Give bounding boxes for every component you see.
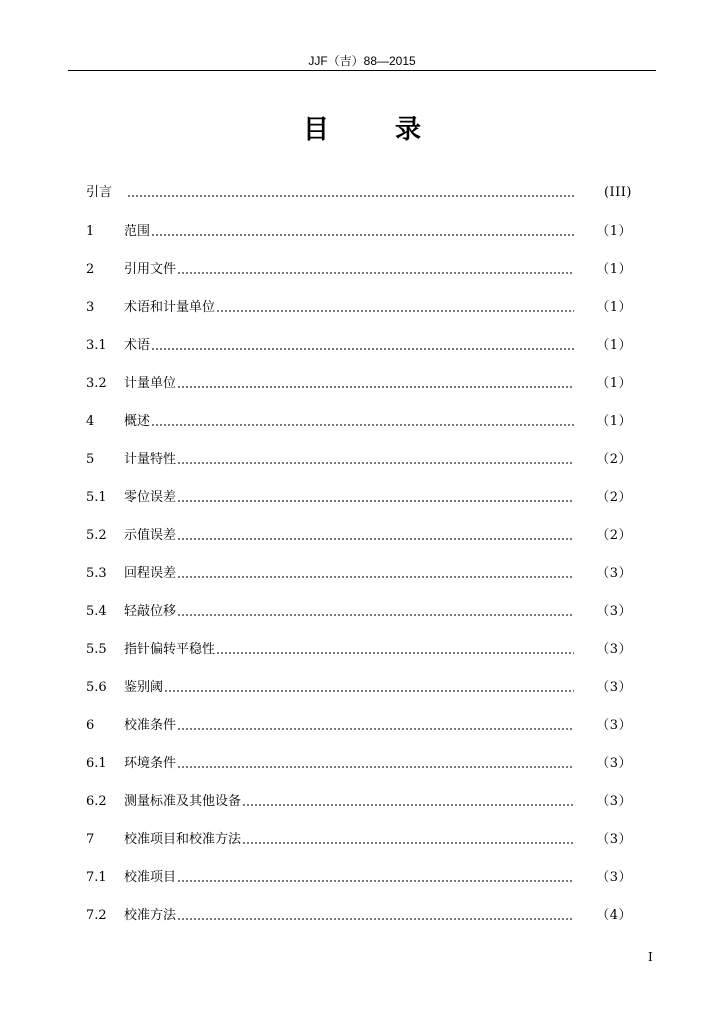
title-char-2: 录 [395, 115, 422, 145]
toc-entry-label: 引用文件 [124, 262, 177, 277]
toc-entry[interactable] [86, 261, 632, 279]
toc-entry-number: 5 [86, 452, 95, 467]
toc-entry[interactable] [86, 489, 632, 507]
toc-entry-label: 零位误差 [124, 490, 177, 505]
toc-leader-dots [151, 348, 574, 350]
toc-entry-label: 环境条件 [124, 756, 177, 771]
toc-entry-label: 计量单位 [124, 376, 177, 391]
title-char-1: 目 [302, 115, 329, 145]
toc-leader-dots [177, 918, 574, 920]
toc-entry-page: (III) [603, 185, 632, 200]
toc-leader-dots [242, 804, 574, 806]
toc-entry-number: 2 [86, 262, 95, 277]
toc-leader-dots [177, 880, 574, 882]
toc-entry[interactable] [86, 869, 632, 887]
toc-entry[interactable] [86, 793, 632, 811]
toc-entry-label: 测量标准及其他设备 [124, 794, 242, 809]
toc-entry-number: 7 [86, 832, 95, 847]
toc-entry-page: （4） [596, 908, 632, 923]
toc-entry-number: 4 [86, 414, 95, 429]
toc-entry[interactable] [86, 603, 632, 621]
toc-entry-label: 指针偏转平稳性 [124, 642, 216, 657]
toc-entry-page: （3） [596, 756, 632, 771]
toc-entry-page: （1） [596, 300, 632, 315]
page-number: I [648, 950, 653, 964]
toc-entry-number: 5.5 [86, 642, 107, 657]
toc-leader-dots [177, 576, 574, 578]
toc-entry[interactable] [86, 565, 632, 583]
toc-entry-label: 回程误差 [124, 566, 177, 581]
toc-entry[interactable] [86, 717, 632, 735]
toc-leader-dots [127, 195, 574, 197]
toc-leader-dots [177, 538, 574, 540]
toc-entry-number: 3.1 [86, 338, 107, 353]
toc-entry-page: （3） [596, 642, 632, 657]
toc-leader-dots [242, 842, 574, 844]
toc-leader-dots [177, 386, 574, 388]
toc-entry-label: 示值误差 [124, 528, 177, 543]
toc-leader-dots [177, 462, 574, 464]
toc-entry-page: （3） [596, 680, 632, 695]
toc-leader-dots [164, 690, 574, 692]
toc-entry-page: （2） [596, 452, 632, 467]
toc-entry-page: （1） [596, 414, 632, 429]
toc-entry-label: 校准项目 [124, 870, 177, 885]
toc-entry-page: （2） [596, 528, 632, 543]
toc-entry-label: 计量特性 [124, 452, 177, 467]
toc-entry[interactable] [86, 451, 632, 469]
toc-entry-label: 术语和计量单位 [124, 300, 216, 315]
toc-entry-page: （2） [596, 490, 632, 505]
toc-entry[interactable] [86, 907, 632, 925]
toc-leader-dots [151, 424, 574, 426]
toc-entry[interactable] [86, 831, 632, 849]
toc-entry-page: （3） [596, 870, 632, 885]
toc-entry-page: （1） [596, 338, 632, 353]
toc-entry-number: 3.2 [86, 376, 107, 391]
toc-entry-page: （1） [596, 262, 632, 277]
toc-entry-page: （3） [596, 604, 632, 619]
toc-entry-number: 5.3 [86, 566, 107, 581]
toc-entry-number: 5.4 [86, 604, 107, 619]
toc-entry-label: 引言 [86, 185, 113, 200]
toc-entry[interactable] [86, 223, 632, 241]
toc-entry-page: （3） [596, 832, 632, 847]
toc-entry-label: 概述 [124, 414, 151, 429]
toc-entry-number: 7.1 [86, 870, 107, 885]
toc-leader-dots [177, 728, 574, 730]
toc-entry-label: 校准项目和校准方法 [124, 832, 242, 847]
toc-entry-number: 6 [86, 718, 95, 733]
toc-entry-number: 6.2 [86, 794, 107, 809]
toc-entry-number: 6.1 [86, 756, 107, 771]
toc-entry[interactable] [86, 527, 632, 545]
toc-leader-dots [177, 272, 574, 274]
toc-leader-dots [177, 500, 574, 502]
toc-entry-label: 范围 [124, 224, 151, 239]
toc-entry-number: 5.2 [86, 528, 107, 543]
toc-entry[interactable] [86, 413, 632, 431]
toc-entry-page: （1） [596, 224, 632, 239]
running-header: JJF（吉）88—2015 [308, 54, 416, 68]
toc-entry-label: 校准条件 [124, 718, 177, 733]
toc-entry-label: 鉴别阈 [124, 680, 164, 695]
toc-entry[interactable] [86, 375, 632, 393]
toc-leader-dots [177, 766, 574, 768]
toc-entry[interactable] [86, 337, 632, 355]
toc-entry-page: （1） [596, 376, 632, 391]
toc-entry-label: 轻敲位移 [124, 604, 177, 619]
toc-entry[interactable] [86, 641, 632, 659]
toc-entry-number: 1 [86, 224, 95, 239]
toc-entry-number: 5.1 [86, 490, 107, 505]
toc-entry-label: 校准方法 [124, 908, 177, 923]
toc-entry[interactable] [86, 755, 632, 773]
toc-leader-dots [177, 614, 574, 616]
toc-entry-page: （3） [596, 794, 632, 809]
toc-entry[interactable] [86, 679, 632, 697]
toc-leader-dots [216, 310, 574, 312]
toc-entry-number: 5.6 [86, 680, 107, 695]
toc-entry-label: 术语 [124, 338, 151, 353]
toc-entry-number: 3 [86, 300, 95, 315]
toc-entry-intro[interactable] [86, 184, 632, 202]
toc-leader-dots [151, 234, 574, 236]
toc-entry-page: （3） [596, 566, 632, 581]
toc-entry-number: 7.2 [86, 908, 107, 923]
toc-entry-page: （3） [596, 718, 632, 733]
toc-entry[interactable] [86, 299, 632, 317]
toc-leader-dots [216, 652, 574, 654]
